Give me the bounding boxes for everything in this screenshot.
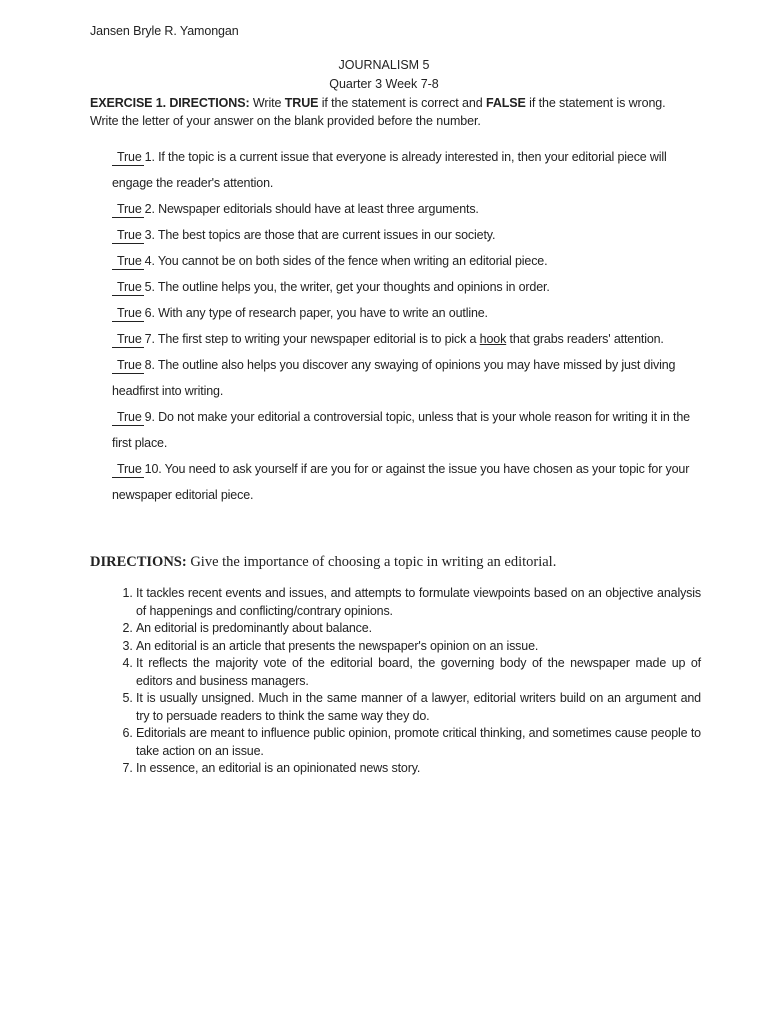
list-item [112,326,692,352]
statement-text: 8. The outline also helps you discover any swaying of opinions you may have missed by just diving headfirst into writing. [112,358,676,398]
directions-text: if the statement is correct and [318,96,486,110]
answers-list [112,585,701,778]
answer-blank: True [112,358,144,374]
list-item [112,274,692,300]
true-keyword: TRUE [284,96,319,110]
list-item [112,248,692,274]
list-item: 6. Editorials are meant to influence public opinion, promote critical thinking, and sometimes cause people to take action on an issue. [136,725,701,760]
list-item [112,144,692,196]
statement-text: 6. With any type of research paper, you have to write an outline. [144,306,488,320]
statement-text: 5. The outline helps you, the writer, get your thoughts and opinions in order. [144,280,550,294]
answer-blank: True [112,254,144,270]
hook-word: hook [479,332,507,346]
directions-text: if the statement is wrong. Write the letter of your answer on the blank provided before the number. [90,96,666,128]
list-item [112,222,692,248]
statement-text: that grabs readers' attention. [506,332,664,346]
list-item: 3. An editorial is an article that presents the newspaper's opinion on an issue. [136,638,701,656]
list-item: 7. In essence, an editorial is an opinionated news story. [136,760,701,778]
statement-text: 2. Newspaper editorials should have at least three arguments. [144,202,479,216]
list-item [112,456,692,508]
list-item: 4. It reflects the majority vote of the editorial board, the governing body of the newspaper made up of editors and business managers. [136,655,701,690]
list-item [112,300,692,326]
list-item: 5. It is usually unsigned. Much in the same manner of a lawyer, editorial writers build on an argument and try to persuade readers to think the same way they do. [136,690,701,725]
section-directions [90,554,690,571]
statement-text: 3. The best topics are those that are current issues in our society. [144,228,496,242]
answer-blank: True [112,280,144,296]
exercise-label: EXERCISE 1. DIRECTIONS: [90,96,250,110]
statement-text: 4. You cannot be on both sides of the fence when writing an editorial piece. [144,254,548,268]
list-item [112,196,692,222]
list-item [112,404,692,456]
list-item [112,352,692,404]
false-keyword: FALSE [486,96,526,110]
directions-text: Give the importance of choosing a topic in writing an editorial. [186,554,557,570]
answer-blank: True [112,150,144,166]
answer-blank: True [112,228,144,244]
term-label: Quarter 3 Week 7-8 [329,77,439,91]
statement-text: 7. The first step to writing your newspaper editorial is to pick a [144,332,480,346]
statement-text: 1. If the topic is a current issue that everyone is already interested in, then your editorial piece will engage the reader's attention. [112,150,667,190]
list-item: 2. An editorial is predominantly about balance. [136,620,701,638]
course-title: JOURNALISM 5 [338,58,430,72]
answer-blank: True [112,332,144,348]
exercise-directions [90,94,690,130]
list-item: 1. It tackles recent events and issues, and attempts to formulate viewpoints based on an objective analysis of happenings and conflicting/contrary opinions. [136,585,701,620]
directions-label: DIRECTIONS: [90,554,187,570]
answer-blank: True [112,410,144,426]
directions-text: Write [249,96,285,110]
answer-blank: True [112,202,144,218]
statement-text: 10. You need to ask yourself if are you for or against the issue you have chosen as your topic for your newspaper editorial piece. [112,462,690,502]
answer-blank: True [112,462,144,478]
student-name: Jansen Bryle R. Yamongan [90,24,239,38]
true-false-list [112,144,692,508]
answer-blank: True [112,306,144,322]
statement-text: 9. Do not make your editorial a controversial topic, unless that is your whole reason for writing it in the first place. [112,410,690,450]
